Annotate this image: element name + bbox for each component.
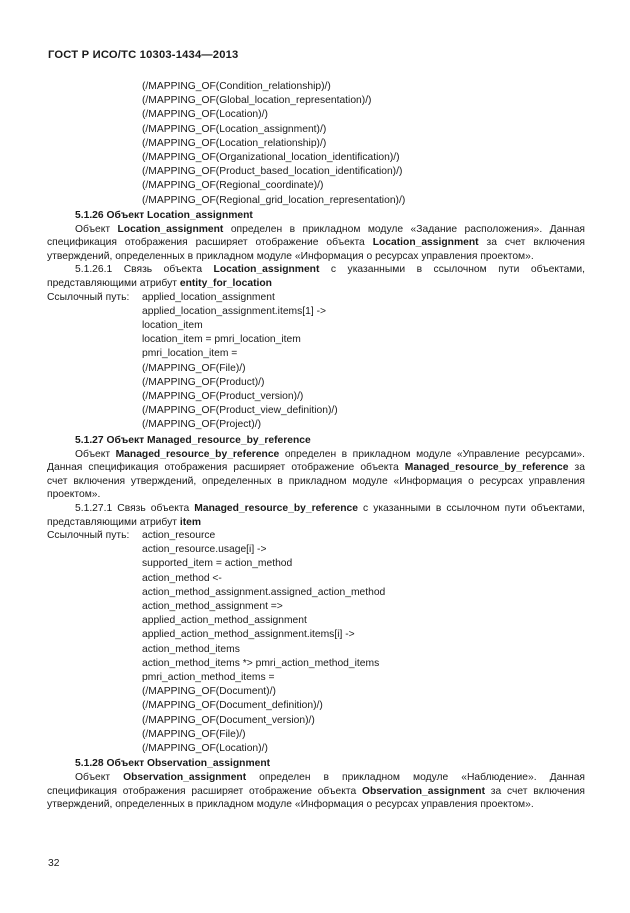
mapping-line: supported_item = action_method — [142, 558, 293, 570]
mapping-line: action_method_items — [142, 643, 240, 655]
mapping-line: action_method_assignment => — [142, 601, 283, 613]
mapping-line: action_method <- — [142, 572, 222, 584]
mapping-line: (/MAPPING_OF(Global_location_representation)/) — [142, 95, 372, 107]
mapping-line: (/MAPPING_OF(Document)/) — [142, 686, 276, 698]
mapping-line: (/MAPPING_OF(Regional_grid_location_representation)/) — [142, 194, 406, 206]
mapping-line: pmri_action_method_items = — [142, 671, 275, 683]
reference-path-block — [47, 291, 585, 433]
mapping-line: applied_action_method_assignment — [142, 615, 307, 627]
mapping-line: applied_location_assignment.items[1] -> — [142, 305, 327, 317]
mapping-line: action_method_assignment.assigned_action_method — [142, 586, 386, 598]
mapping-list — [47, 80, 585, 208]
mapping-line: location_item — [142, 320, 203, 332]
section-heading-5-1-26: 5.1.26 Объект Location_assignment — [75, 209, 253, 221]
section-paragraph-5-1-28: Объект Observation_assignment определен в прикладном модуле «Наблюдение». Данная спецификация отображения расширяет отображение объекта Observation_assignment за счет включения утверждений, определенных в прикладном модуле «Информация о ресурсах управления проектом». — [47, 772, 585, 811]
mapping-line: (/MAPPING_OF(Location)/) — [142, 109, 268, 121]
mapping-line: (/MAPPING_OF(Product_view_definition)/) — [142, 405, 338, 417]
mapping-line: (/MAPPING_OF(Document_definition)/) — [142, 700, 323, 712]
page-number: 32 — [48, 858, 60, 869]
mapping-line: location_item = pmri_location_item — [142, 334, 301, 346]
mapping-line: (/MAPPING_OF(Location)/) — [142, 742, 268, 754]
mapping-line: (/MAPPING_OF(Product_based_location_identification)/) — [142, 166, 403, 178]
section-paragraph-5-1-26: Объект Location_assignment определен в прикладном модуле «Задание расположения». Данная спецификация отображения расширяет отображение объекта Location_assignment за счет включения утверждений, определенных в прикладном модуле «Информация о ресурсах управления проектом». — [47, 223, 585, 262]
section-paragraph-5-1-27: Объект Managed_resource_by_reference определен в прикладном модуле «Управление ресурсами». Данная спецификация отображения расширяет отображение объекта Managed_resource_by_reference за счет включения утверждений, определенных в прикладном модуле «Информация о ресурсах управления проектом». — [47, 448, 586, 501]
mapping-line: action_method_items *> pmri_action_method_items — [142, 657, 380, 669]
mapping-line: (/MAPPING_OF(Product)/) — [142, 376, 265, 388]
page-content — [47, 80, 585, 812]
mapping-line: (/MAPPING_OF(File)/) — [142, 362, 246, 374]
mapping-line: applied_location_assignment — [142, 291, 275, 303]
section-heading-5-1-28: 5.1.28 Объект Observation_assignment — [75, 758, 271, 770]
document-header: ГОСТ Р ИСО/ТС 10303-1434—2013 — [48, 49, 239, 61]
mapping-line: applied_action_method_assignment.items[i] -> — [142, 629, 355, 641]
mapping-line: action_resource — [142, 530, 216, 542]
mapping-line: (/MAPPING_OF(Document_version)/) — [142, 714, 315, 726]
mapping-line: pmri_location_item = — [142, 348, 238, 360]
subsection-paragraph-5-1-27-1: 5.1.27.1 Связь объекта Managed_resource_by_reference с указанными в ссылочном пути объектами, представляющими атрибут item — [47, 502, 585, 528]
mapping-line: action_resource.usage[i] -> — [142, 544, 267, 556]
mapping-line: (/MAPPING_OF(Condition_relationship)/) — [142, 81, 331, 92]
reference-path-label: Ссылочный путь: — [47, 530, 130, 542]
section-heading-5-1-27: 5.1.27 Объект Managed_resource_by_reference — [75, 434, 311, 446]
reference-path-lines — [47, 529, 585, 756]
mapping-line: (/MAPPING_OF(Location_assignment)/) — [142, 123, 327, 135]
mapping-line: (/MAPPING_OF(Product_version)/) — [142, 390, 304, 402]
mapping-line: (/MAPPING_OF(File)/) — [142, 728, 246, 740]
reference-path-lines — [47, 291, 585, 433]
mapping-line: (/MAPPING_OF(Location_relationship)/) — [142, 137, 327, 149]
subsection-paragraph-5-1-26-1: 5.1.26.1 Связь объекта Location_assignment с указанными в ссылочном пути объектами, представляющими атрибут entity_for_location — [47, 264, 585, 290]
mapping-line: (/MAPPING_OF(Organizational_location_identification)/) — [142, 151, 400, 163]
reference-path-block — [47, 529, 585, 756]
mapping-line: (/MAPPING_OF(Project)/) — [142, 419, 261, 431]
reference-path-label: Ссылочный путь: — [47, 291, 130, 303]
mapping-line: (/MAPPING_OF(Regional_coordinate)/) — [142, 180, 324, 192]
